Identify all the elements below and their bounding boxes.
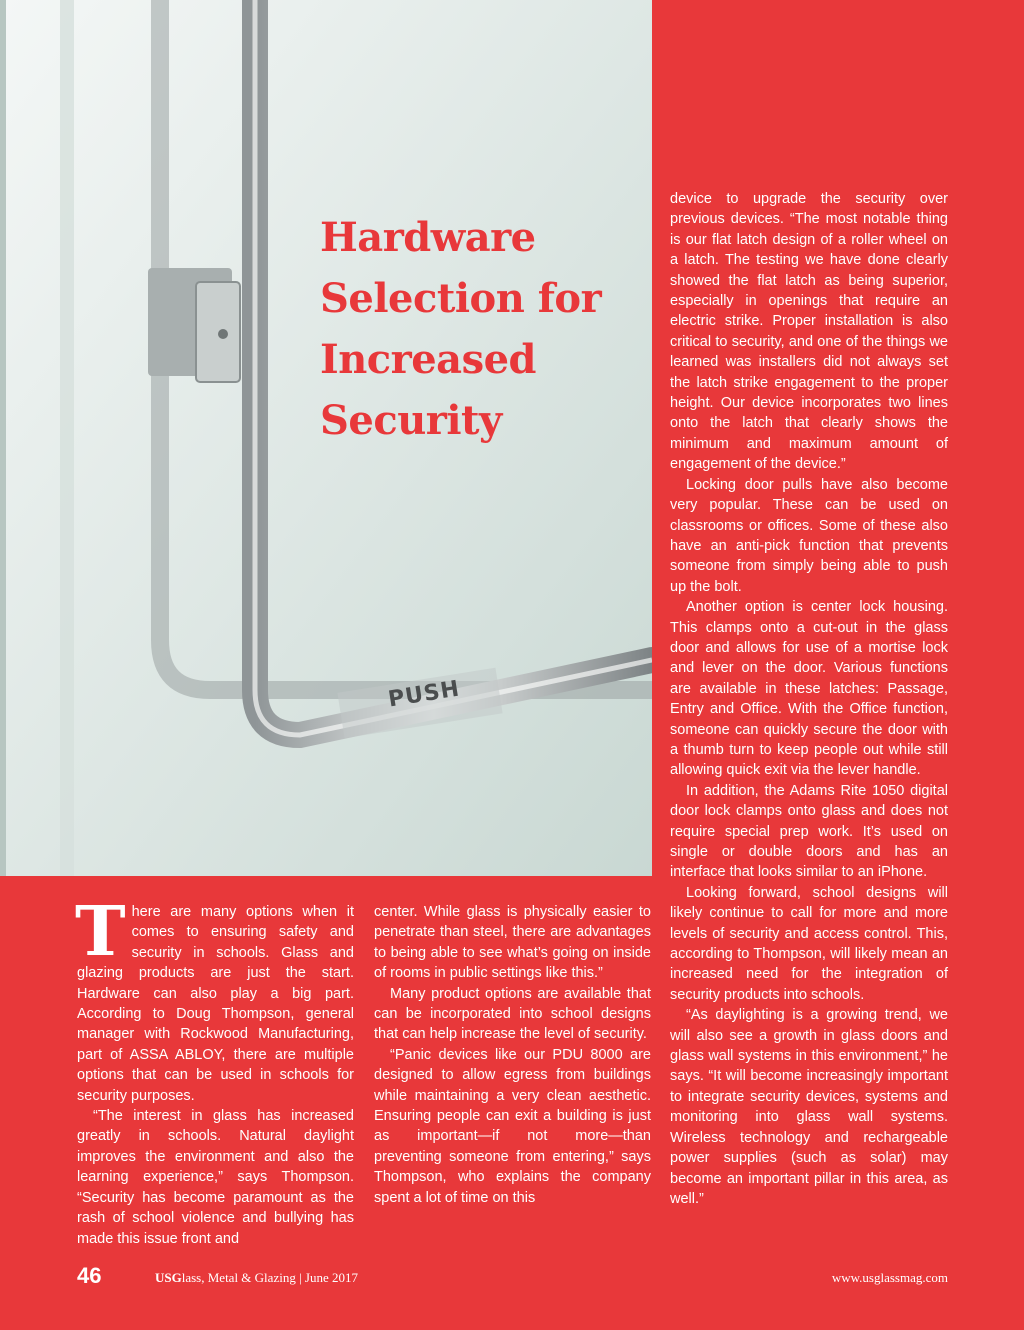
title-line: Selection for	[320, 274, 602, 322]
paragraph: In addition, the Adams Rite 1050 digital door lock clamps onto glass and does not require special prep work. It’s used on single or double doors and has an interface that looks similar to an iPhone.	[670, 782, 948, 881]
article-column-3	[670, 189, 948, 1209]
website-url[interactable]: www.usglassmag.com	[831, 1270, 948, 1285]
paragraph: Another option is center lock housing. This clamps onto a cut-out in the glass door and allows for use of a mortise lock and lever on the door. Various functions are available in these latches: Passage, Entry and Office. With the Office function, someone can quickly secure the door with a thumb turn to keep people out while still allowing quick exit via the lever handle.	[670, 599, 948, 779]
article-column-1	[75, 892, 354, 1249]
paragraph: “The interest in glass has increased greatly in schools. Natural daylight improves the environment and also the learning experience,” says Thompson. “Security has become paramount as the rash of school violence and bullying has made this issue front and	[77, 1108, 354, 1247]
paragraph	[75, 892, 354, 1106]
paragraph: center. While glass is physically easier to penetrate than steel, there are advantages to being able to see what’s going on inside of rooms in public settings like this.”	[374, 904, 651, 982]
paragraph: “As daylighting is a growing trend, we will also see a growth in glass doors and glass wall systems in this environment,” he says. “It will become increasingly important to integrate security devices, systems and monitoring into glass wall systems. Wireless technology and rechargeable power supplies (such as solar) may become an important pillar in this area, as well.”	[670, 1007, 948, 1207]
paragraph: Many product options are available that can be incorporated into school designs that can help increase the level of security.	[374, 985, 651, 1043]
paragraph-text: here are many options when it comes to ensuring safety and security in schools. Glass and glazing products are just the start. Hardware can also play a big part. According to Doug Thompson, general manager with Rockwood Manufacturing, part of ASSA ABLOY, there are multiple options that can be used in schools for security purposes.	[77, 904, 354, 1104]
publication-brand: USG	[155, 1270, 182, 1285]
title-line: Hardware	[320, 213, 536, 261]
paragraph: Looking forward, school designs will likely continue to call for more and more levels of security and access control. This, according to Thompson, will likely mean an increased need for the integration of security products into schools.	[670, 884, 948, 1003]
publication-name	[155, 1270, 358, 1286]
paragraph: “Panic devices like our PDU 8000 are designed to allow egress from buildings while maintaining a very clean aesthetic. Ensuring people can exit a building is just as important—if not more—than preventing someone from entering,” says Thompson, who explains the company spent a lot of time on this	[374, 1046, 651, 1206]
paragraph: device to upgrade the security over previous devices. “The most notable thing is our flat latch design of a roller wheel on a latch. The testing we have done clearly showed the flat latch as being superior, especially in openings that require an electric strike. Proper installation is also critical to security, and one of the things we learned was installers did not always set the latch strike engagement to the proper height. Our device incorporates two lines onto the latch that clearly shows the minimum and maximum amount of engagement of the device.”	[670, 191, 948, 473]
page-number: 46	[77, 1263, 102, 1288]
article-title	[320, 207, 640, 451]
paragraph: Locking door pulls have also become very popular. These can be used on classrooms or offices. Some of these also have an anti-pick function that prevents someone from simply being able to push up the bolt.	[670, 476, 948, 595]
title-line: Increased	[320, 335, 537, 383]
title-line: Security	[320, 396, 502, 444]
drop-cap: T	[75, 892, 126, 972]
push-label: PUSH	[386, 676, 462, 713]
article-column-2	[374, 902, 651, 1208]
publication-issue: lass, Metal & Glazing | June 2017	[181, 1270, 359, 1285]
